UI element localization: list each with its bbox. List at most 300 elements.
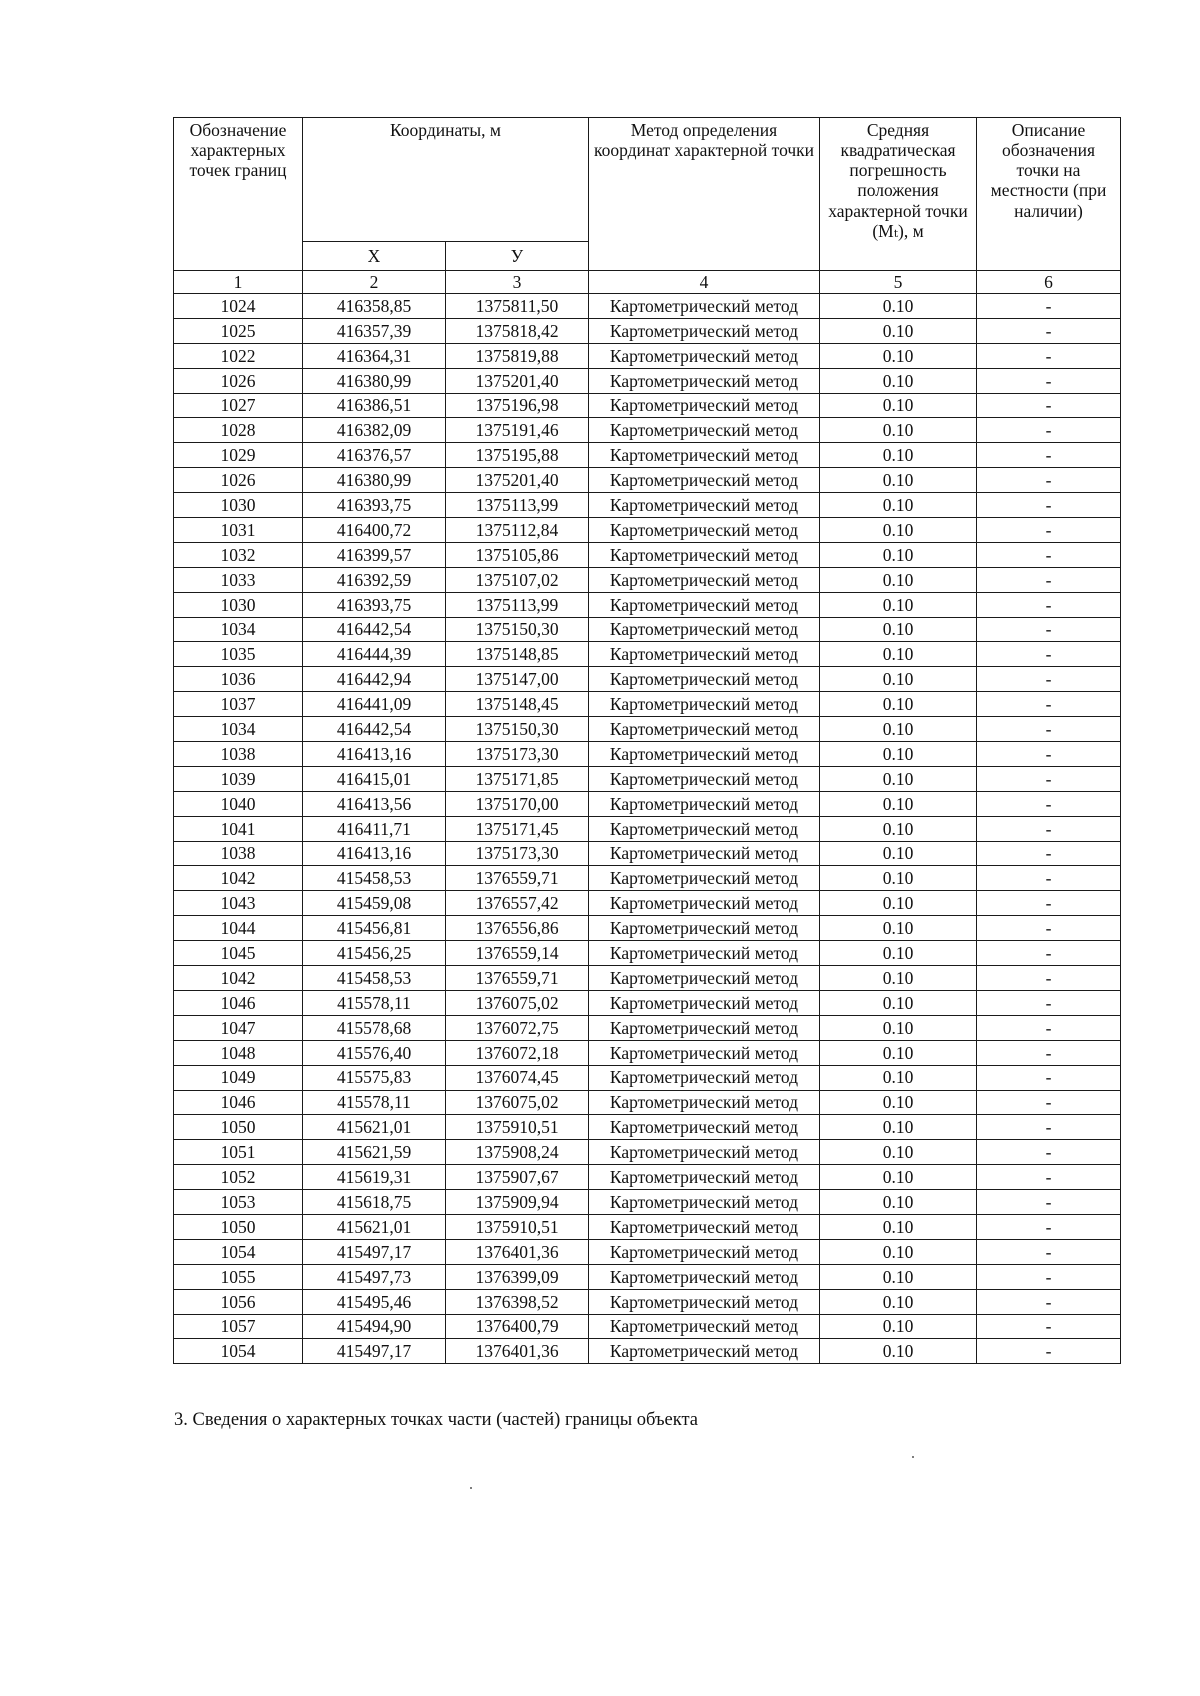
method-cell: Картометрический метод bbox=[589, 294, 820, 319]
x-coordinate-cell: 416358,85 bbox=[303, 294, 446, 319]
method-cell: Картометрический метод bbox=[589, 1314, 820, 1339]
header-x: Х bbox=[303, 241, 446, 270]
description-cell: - bbox=[977, 642, 1121, 667]
method-cell: Картометрический метод bbox=[589, 891, 820, 916]
x-coordinate-cell: 415619,31 bbox=[303, 1165, 446, 1190]
point-id-cell: 1055 bbox=[174, 1264, 303, 1289]
method-cell: Картометрический метод bbox=[589, 941, 820, 966]
y-coordinate-cell: 1375148,45 bbox=[446, 692, 589, 717]
accuracy-cell: 0.10 bbox=[820, 1239, 977, 1264]
table-row bbox=[174, 667, 1121, 692]
table-row bbox=[174, 692, 1121, 717]
table-row bbox=[174, 393, 1121, 418]
x-coordinate-cell: 415575,83 bbox=[303, 1065, 446, 1090]
accuracy-cell: 0.10 bbox=[820, 1289, 977, 1314]
point-id-cell: 1031 bbox=[174, 518, 303, 543]
method-cell: Картометрический метод bbox=[589, 990, 820, 1015]
description-cell: - bbox=[977, 667, 1121, 692]
table-row bbox=[174, 1040, 1121, 1065]
x-coordinate-cell: 416393,75 bbox=[303, 592, 446, 617]
method-cell: Картометрический метод bbox=[589, 493, 820, 518]
x-coordinate-cell: 416400,72 bbox=[303, 518, 446, 543]
description-cell: - bbox=[977, 717, 1121, 742]
y-coordinate-cell: 1376400,79 bbox=[446, 1314, 589, 1339]
point-id-cell: 1033 bbox=[174, 567, 303, 592]
x-coordinate-cell: 415497,73 bbox=[303, 1264, 446, 1289]
y-coordinate-cell: 1375105,86 bbox=[446, 542, 589, 567]
accuracy-cell: 0.10 bbox=[820, 1214, 977, 1239]
x-coordinate-cell: 415497,17 bbox=[303, 1239, 446, 1264]
accuracy-cell: 0.10 bbox=[820, 567, 977, 592]
description-cell: - bbox=[977, 692, 1121, 717]
x-coordinate-cell: 415458,53 bbox=[303, 866, 446, 891]
column-number: 5 bbox=[820, 271, 977, 294]
method-cell: Картометрический метод bbox=[589, 1289, 820, 1314]
point-id-cell: 1024 bbox=[174, 294, 303, 319]
method-cell: Картометрический метод bbox=[589, 742, 820, 767]
x-coordinate-cell: 416376,57 bbox=[303, 443, 446, 468]
accuracy-cell: 0.10 bbox=[820, 816, 977, 841]
table-row bbox=[174, 343, 1121, 368]
description-cell: - bbox=[977, 294, 1121, 319]
description-cell: - bbox=[977, 518, 1121, 543]
table-row bbox=[174, 916, 1121, 941]
point-id-cell: 1046 bbox=[174, 990, 303, 1015]
column-number: 1 bbox=[174, 271, 303, 294]
point-id-cell: 1025 bbox=[174, 318, 303, 343]
x-coordinate-cell: 415621,01 bbox=[303, 1214, 446, 1239]
description-cell: - bbox=[977, 1140, 1121, 1165]
accuracy-cell: 0.10 bbox=[820, 1040, 977, 1065]
method-cell: Картометрический метод bbox=[589, 368, 820, 393]
method-cell: Картометрический метод bbox=[589, 1165, 820, 1190]
description-cell: - bbox=[977, 941, 1121, 966]
description-cell: - bbox=[977, 1214, 1121, 1239]
x-coordinate-cell: 415618,75 bbox=[303, 1190, 446, 1215]
header-method: Метод определения координат характерной точки bbox=[589, 118, 820, 271]
accuracy-cell: 0.10 bbox=[820, 1339, 977, 1364]
accuracy-cell: 0.10 bbox=[820, 1065, 977, 1090]
table-row bbox=[174, 493, 1121, 518]
y-coordinate-cell: 1375171,45 bbox=[446, 816, 589, 841]
x-coordinate-cell: 415621,59 bbox=[303, 1140, 446, 1165]
x-coordinate-cell: 415578,11 bbox=[303, 990, 446, 1015]
accuracy-cell: 0.10 bbox=[820, 717, 977, 742]
scan-speck bbox=[912, 1456, 914, 1458]
description-cell: - bbox=[977, 343, 1121, 368]
y-coordinate-cell: 1375170,00 bbox=[446, 791, 589, 816]
description-cell: - bbox=[977, 443, 1121, 468]
header-accuracy: Средняя квадратическая погрешность положения характерной точки (Mₜ), м bbox=[820, 118, 977, 271]
accuracy-cell: 0.10 bbox=[820, 866, 977, 891]
description-cell: - bbox=[977, 1190, 1121, 1215]
point-id-cell: 1036 bbox=[174, 667, 303, 692]
accuracy-cell: 0.10 bbox=[820, 642, 977, 667]
x-coordinate-cell: 416392,59 bbox=[303, 567, 446, 592]
y-coordinate-cell: 1376398,52 bbox=[446, 1289, 589, 1314]
description-cell: - bbox=[977, 418, 1121, 443]
method-cell: Картометрический метод bbox=[589, 1090, 820, 1115]
table-row bbox=[174, 891, 1121, 916]
method-cell: Картометрический метод bbox=[589, 692, 820, 717]
column-number: 6 bbox=[977, 271, 1121, 294]
y-coordinate-cell: 1376557,42 bbox=[446, 891, 589, 916]
column-numbers-row bbox=[174, 271, 1121, 294]
point-id-cell: 1027 bbox=[174, 393, 303, 418]
table-row bbox=[174, 294, 1121, 319]
table-row bbox=[174, 617, 1121, 642]
point-id-cell: 1037 bbox=[174, 692, 303, 717]
method-cell: Картометрический метод bbox=[589, 916, 820, 941]
point-id-cell: 1034 bbox=[174, 717, 303, 742]
y-coordinate-cell: 1375171,85 bbox=[446, 766, 589, 791]
table-row bbox=[174, 1090, 1121, 1115]
table-row bbox=[174, 1339, 1121, 1364]
table-row bbox=[174, 791, 1121, 816]
y-coordinate-cell: 1375907,67 bbox=[446, 1165, 589, 1190]
x-coordinate-cell: 415456,25 bbox=[303, 941, 446, 966]
y-coordinate-cell: 1375909,94 bbox=[446, 1190, 589, 1215]
accuracy-cell: 0.10 bbox=[820, 692, 977, 717]
method-cell: Картометрический метод bbox=[589, 542, 820, 567]
y-coordinate-cell: 1375113,99 bbox=[446, 493, 589, 518]
x-coordinate-cell: 416399,57 bbox=[303, 542, 446, 567]
column-number: 2 bbox=[303, 271, 446, 294]
y-coordinate-cell: 1376559,71 bbox=[446, 966, 589, 991]
description-cell: - bbox=[977, 1090, 1121, 1115]
point-id-cell: 1040 bbox=[174, 791, 303, 816]
table-row bbox=[174, 518, 1121, 543]
point-id-cell: 1030 bbox=[174, 592, 303, 617]
x-coordinate-cell: 415621,01 bbox=[303, 1115, 446, 1140]
x-coordinate-cell: 415578,11 bbox=[303, 1090, 446, 1115]
y-coordinate-cell: 1376075,02 bbox=[446, 990, 589, 1015]
method-cell: Картометрический метод bbox=[589, 966, 820, 991]
point-id-cell: 1050 bbox=[174, 1115, 303, 1140]
method-cell: Картометрический метод bbox=[589, 343, 820, 368]
point-id-cell: 1044 bbox=[174, 916, 303, 941]
accuracy-cell: 0.10 bbox=[820, 343, 977, 368]
table-row bbox=[174, 966, 1121, 991]
description-cell: - bbox=[977, 866, 1121, 891]
method-cell: Картометрический метод bbox=[589, 642, 820, 667]
x-coordinate-cell: 416386,51 bbox=[303, 393, 446, 418]
description-cell: - bbox=[977, 1264, 1121, 1289]
method-cell: Картометрический метод bbox=[589, 1115, 820, 1140]
x-coordinate-cell: 415576,40 bbox=[303, 1040, 446, 1065]
method-cell: Картометрический метод bbox=[589, 1239, 820, 1264]
table-row bbox=[174, 1264, 1121, 1289]
accuracy-cell: 0.10 bbox=[820, 368, 977, 393]
point-id-cell: 1030 bbox=[174, 493, 303, 518]
accuracy-cell: 0.10 bbox=[820, 443, 977, 468]
table-row bbox=[174, 567, 1121, 592]
table-row bbox=[174, 1165, 1121, 1190]
y-coordinate-cell: 1376075,02 bbox=[446, 1090, 589, 1115]
table-row bbox=[174, 1115, 1121, 1140]
table-row bbox=[174, 443, 1121, 468]
accuracy-cell: 0.10 bbox=[820, 841, 977, 866]
x-coordinate-cell: 416441,09 bbox=[303, 692, 446, 717]
method-cell: Картометрический метод bbox=[589, 816, 820, 841]
accuracy-cell: 0.10 bbox=[820, 966, 977, 991]
header-coordinates: Координаты, м bbox=[303, 118, 589, 242]
table-row bbox=[174, 468, 1121, 493]
accuracy-cell: 0.10 bbox=[820, 542, 977, 567]
y-coordinate-cell: 1375173,30 bbox=[446, 742, 589, 767]
point-id-cell: 1046 bbox=[174, 1090, 303, 1115]
accuracy-cell: 0.10 bbox=[820, 667, 977, 692]
accuracy-cell: 0.10 bbox=[820, 791, 977, 816]
x-coordinate-cell: 416444,39 bbox=[303, 642, 446, 667]
y-coordinate-cell: 1375818,42 bbox=[446, 318, 589, 343]
point-id-cell: 1045 bbox=[174, 941, 303, 966]
table-row bbox=[174, 816, 1121, 841]
point-id-cell: 1041 bbox=[174, 816, 303, 841]
table-row bbox=[174, 1065, 1121, 1090]
x-coordinate-cell: 415458,53 bbox=[303, 966, 446, 991]
method-cell: Картометрический метод bbox=[589, 518, 820, 543]
y-coordinate-cell: 1376072,18 bbox=[446, 1040, 589, 1065]
method-cell: Картометрический метод bbox=[589, 791, 820, 816]
table-row bbox=[174, 1289, 1121, 1314]
accuracy-cell: 0.10 bbox=[820, 1165, 977, 1190]
y-coordinate-cell: 1376559,14 bbox=[446, 941, 589, 966]
table-row bbox=[174, 642, 1121, 667]
y-coordinate-cell: 1375113,99 bbox=[446, 592, 589, 617]
accuracy-cell: 0.10 bbox=[820, 941, 977, 966]
description-cell: - bbox=[977, 1065, 1121, 1090]
description-cell: - bbox=[977, 1040, 1121, 1065]
point-id-cell: 1029 bbox=[174, 443, 303, 468]
point-id-cell: 1028 bbox=[174, 418, 303, 443]
point-id-cell: 1050 bbox=[174, 1214, 303, 1239]
x-coordinate-cell: 416357,39 bbox=[303, 318, 446, 343]
table-row bbox=[174, 866, 1121, 891]
description-cell: - bbox=[977, 742, 1121, 767]
x-coordinate-cell: 416393,75 bbox=[303, 493, 446, 518]
method-cell: Картометрический метод bbox=[589, 841, 820, 866]
method-cell: Картометрический метод bbox=[589, 418, 820, 443]
accuracy-cell: 0.10 bbox=[820, 891, 977, 916]
accuracy-cell: 0.10 bbox=[820, 518, 977, 543]
method-cell: Картометрический метод bbox=[589, 667, 820, 692]
column-number: 4 bbox=[589, 271, 820, 294]
x-coordinate-cell: 416364,31 bbox=[303, 343, 446, 368]
method-cell: Картометрический метод bbox=[589, 1140, 820, 1165]
point-id-cell: 1035 bbox=[174, 642, 303, 667]
y-coordinate-cell: 1376556,86 bbox=[446, 916, 589, 941]
method-cell: Картометрический метод bbox=[589, 592, 820, 617]
table-row bbox=[174, 542, 1121, 567]
accuracy-cell: 0.10 bbox=[820, 1314, 977, 1339]
table-row bbox=[174, 1239, 1121, 1264]
y-coordinate-cell: 1376401,36 bbox=[446, 1239, 589, 1264]
description-cell: - bbox=[977, 1165, 1121, 1190]
accuracy-cell: 0.10 bbox=[820, 1140, 977, 1165]
accuracy-cell: 0.10 bbox=[820, 1115, 977, 1140]
method-cell: Картометрический метод bbox=[589, 318, 820, 343]
point-id-cell: 1042 bbox=[174, 966, 303, 991]
column-number: 3 bbox=[446, 271, 589, 294]
y-coordinate-cell: 1375196,98 bbox=[446, 393, 589, 418]
accuracy-cell: 0.10 bbox=[820, 1015, 977, 1040]
y-coordinate-cell: 1376559,71 bbox=[446, 866, 589, 891]
x-coordinate-cell: 416442,54 bbox=[303, 717, 446, 742]
method-cell: Картометрический метод bbox=[589, 617, 820, 642]
y-coordinate-cell: 1376074,45 bbox=[446, 1065, 589, 1090]
table-row bbox=[174, 1190, 1121, 1215]
accuracy-cell: 0.10 bbox=[820, 493, 977, 518]
point-id-cell: 1054 bbox=[174, 1239, 303, 1264]
description-cell: - bbox=[977, 468, 1121, 493]
method-cell: Картометрический метод bbox=[589, 1015, 820, 1040]
x-coordinate-cell: 416380,99 bbox=[303, 468, 446, 493]
method-cell: Картометрический метод bbox=[589, 1214, 820, 1239]
x-coordinate-cell: 415456,81 bbox=[303, 916, 446, 941]
y-coordinate-cell: 1375191,46 bbox=[446, 418, 589, 443]
table-row bbox=[174, 418, 1121, 443]
scan-speck bbox=[470, 1487, 472, 1489]
description-cell: - bbox=[977, 841, 1121, 866]
method-cell: Картометрический метод bbox=[589, 1339, 820, 1364]
table-row bbox=[174, 318, 1121, 343]
table-row bbox=[174, 941, 1121, 966]
description-cell: - bbox=[977, 766, 1121, 791]
table-row bbox=[174, 766, 1121, 791]
y-coordinate-cell: 1375819,88 bbox=[446, 343, 589, 368]
table-row bbox=[174, 1140, 1121, 1165]
y-coordinate-cell: 1375150,30 bbox=[446, 717, 589, 742]
accuracy-cell: 0.10 bbox=[820, 294, 977, 319]
y-coordinate-cell: 1375201,40 bbox=[446, 368, 589, 393]
accuracy-cell: 0.10 bbox=[820, 916, 977, 941]
method-cell: Картометрический метод bbox=[589, 766, 820, 791]
y-coordinate-cell: 1375811,50 bbox=[446, 294, 589, 319]
accuracy-cell: 0.10 bbox=[820, 1190, 977, 1215]
accuracy-cell: 0.10 bbox=[820, 990, 977, 1015]
y-coordinate-cell: 1375910,51 bbox=[446, 1115, 589, 1140]
accuracy-cell: 0.10 bbox=[820, 1090, 977, 1115]
point-id-cell: 1043 bbox=[174, 891, 303, 916]
y-coordinate-cell: 1375150,30 bbox=[446, 617, 589, 642]
table-row bbox=[174, 717, 1121, 742]
x-coordinate-cell: 416442,54 bbox=[303, 617, 446, 642]
table-row bbox=[174, 841, 1121, 866]
description-cell: - bbox=[977, 318, 1121, 343]
table-row bbox=[174, 1214, 1121, 1239]
table-row bbox=[174, 742, 1121, 767]
description-cell: - bbox=[977, 1289, 1121, 1314]
point-id-cell: 1026 bbox=[174, 368, 303, 393]
y-coordinate-cell: 1376401,36 bbox=[446, 1339, 589, 1364]
point-id-cell: 1049 bbox=[174, 1065, 303, 1090]
section-heading: 3. Сведения о характерных точках части (частей) границы объекта bbox=[174, 1410, 699, 1430]
point-id-cell: 1048 bbox=[174, 1040, 303, 1065]
point-id-cell: 1032 bbox=[174, 542, 303, 567]
point-id-cell: 1042 bbox=[174, 866, 303, 891]
description-cell: - bbox=[977, 617, 1121, 642]
description-cell: - bbox=[977, 1314, 1121, 1339]
point-id-cell: 1047 bbox=[174, 1015, 303, 1040]
y-coordinate-cell: 1375908,24 bbox=[446, 1140, 589, 1165]
x-coordinate-cell: 415459,08 bbox=[303, 891, 446, 916]
x-coordinate-cell: 416382,09 bbox=[303, 418, 446, 443]
description-cell: - bbox=[977, 816, 1121, 841]
method-cell: Картометрический метод bbox=[589, 1190, 820, 1215]
accuracy-cell: 0.10 bbox=[820, 468, 977, 493]
accuracy-cell: 0.10 bbox=[820, 418, 977, 443]
point-id-cell: 1057 bbox=[174, 1314, 303, 1339]
description-cell: - bbox=[977, 567, 1121, 592]
accuracy-cell: 0.10 bbox=[820, 393, 977, 418]
description-cell: - bbox=[977, 891, 1121, 916]
method-cell: Картометрический метод bbox=[589, 866, 820, 891]
description-cell: - bbox=[977, 368, 1121, 393]
y-coordinate-cell: 1375148,85 bbox=[446, 642, 589, 667]
y-coordinate-cell: 1375173,30 bbox=[446, 841, 589, 866]
y-coordinate-cell: 1375195,88 bbox=[446, 443, 589, 468]
x-coordinate-cell: 415578,68 bbox=[303, 1015, 446, 1040]
x-coordinate-cell: 415495,46 bbox=[303, 1289, 446, 1314]
description-cell: - bbox=[977, 393, 1121, 418]
method-cell: Картометрический метод bbox=[589, 468, 820, 493]
table-row bbox=[174, 1015, 1121, 1040]
table-row bbox=[174, 990, 1121, 1015]
y-coordinate-cell: 1376072,75 bbox=[446, 1015, 589, 1040]
description-cell: - bbox=[977, 542, 1121, 567]
method-cell: Картометрический метод bbox=[589, 443, 820, 468]
y-coordinate-cell: 1376399,09 bbox=[446, 1264, 589, 1289]
point-id-cell: 1038 bbox=[174, 742, 303, 767]
point-id-cell: 1054 bbox=[174, 1339, 303, 1364]
point-id-cell: 1053 bbox=[174, 1190, 303, 1215]
x-coordinate-cell: 415494,90 bbox=[303, 1314, 446, 1339]
accuracy-cell: 0.10 bbox=[820, 592, 977, 617]
table-body bbox=[174, 294, 1121, 1364]
header-description: Описание обозначения точки на местности (при наличии) bbox=[977, 118, 1121, 271]
description-cell: - bbox=[977, 493, 1121, 518]
table-row bbox=[174, 592, 1121, 617]
x-coordinate-cell: 416413,16 bbox=[303, 742, 446, 767]
description-cell: - bbox=[977, 916, 1121, 941]
point-id-cell: 1039 bbox=[174, 766, 303, 791]
boundary-points-table bbox=[173, 117, 1121, 1364]
accuracy-cell: 0.10 bbox=[820, 617, 977, 642]
y-coordinate-cell: 1375107,02 bbox=[446, 567, 589, 592]
header-designation: Обозначение характерных точек границ bbox=[174, 118, 303, 271]
point-id-cell: 1056 bbox=[174, 1289, 303, 1314]
point-id-cell: 1038 bbox=[174, 841, 303, 866]
x-coordinate-cell: 416411,71 bbox=[303, 816, 446, 841]
accuracy-cell: 0.10 bbox=[820, 318, 977, 343]
header-y: У bbox=[446, 241, 589, 270]
method-cell: Картометрический метод bbox=[589, 1065, 820, 1090]
description-cell: - bbox=[977, 1115, 1121, 1140]
table-row bbox=[174, 1314, 1121, 1339]
description-cell: - bbox=[977, 1339, 1121, 1364]
method-cell: Картометрический метод bbox=[589, 567, 820, 592]
accuracy-cell: 0.10 bbox=[820, 766, 977, 791]
y-coordinate-cell: 1375910,51 bbox=[446, 1214, 589, 1239]
y-coordinate-cell: 1375112,84 bbox=[446, 518, 589, 543]
x-coordinate-cell: 416380,99 bbox=[303, 368, 446, 393]
y-coordinate-cell: 1375147,00 bbox=[446, 667, 589, 692]
description-cell: - bbox=[977, 791, 1121, 816]
x-coordinate-cell: 415497,17 bbox=[303, 1339, 446, 1364]
method-cell: Картометрический метод bbox=[589, 717, 820, 742]
description-cell: - bbox=[977, 990, 1121, 1015]
